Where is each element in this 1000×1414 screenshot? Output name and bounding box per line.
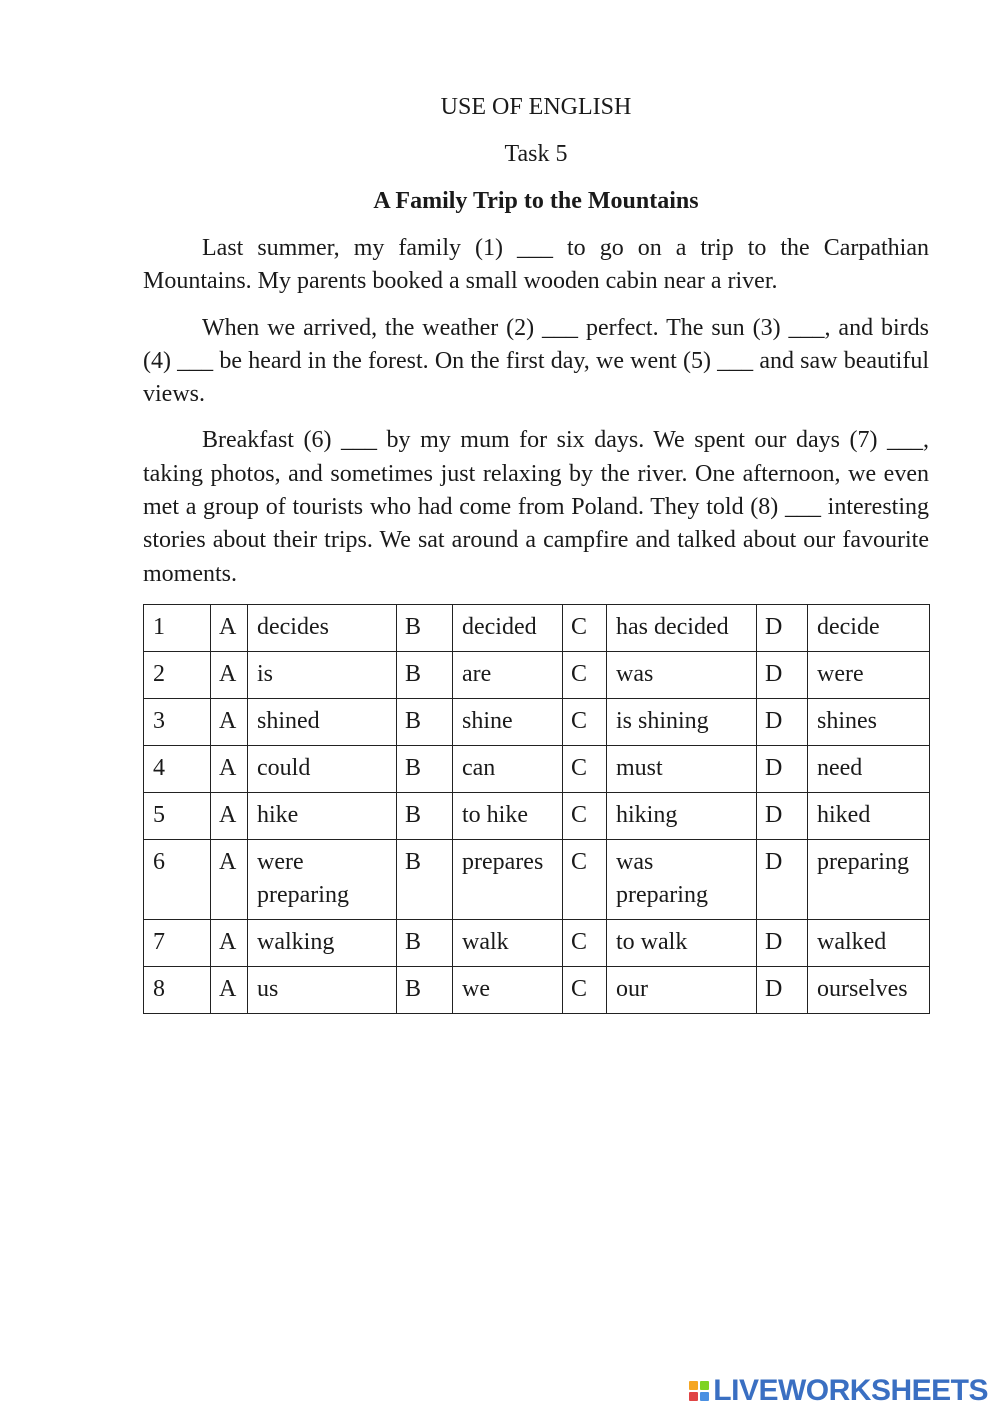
question-number: 1 — [144, 604, 211, 651]
option-letter-d: D — [757, 698, 808, 745]
question-number: 2 — [144, 651, 211, 698]
option-d-text: ourselves — [808, 966, 930, 1013]
option-letter-c: C — [563, 839, 607, 919]
liveworksheets-logo-icon — [689, 1381, 709, 1401]
option-letter-a: A — [211, 919, 248, 966]
option-letter-a: A — [211, 745, 248, 792]
option-letter-d: D — [757, 966, 808, 1013]
option-letter-d: D — [757, 919, 808, 966]
option-letter-b: B — [397, 745, 453, 792]
option-letter-d: D — [757, 604, 808, 651]
question-number: 5 — [144, 792, 211, 839]
option-letter-c: C — [563, 698, 607, 745]
option-d-text: were — [808, 651, 930, 698]
options-body — [144, 604, 930, 1013]
option-letter-c: C — [563, 604, 607, 651]
option-c-text: was preparing — [607, 839, 757, 919]
paragraph-2: When we arrived, the weather (2) ___ perfect. The sun (3) ___, and birds (4) ___ be heard in the forest. On the first day, we went (5) ___ and saw beautiful views. — [143, 314, 929, 408]
option-letter-b: B — [397, 698, 453, 745]
option-a-text: is — [248, 651, 397, 698]
question-number: 4 — [144, 745, 211, 792]
options-row-1 — [144, 604, 930, 651]
logo-text: LIVEWORKSHEETS — [713, 1374, 988, 1407]
paragraph-1: Last summer, my family (1) ___ to go on a trip to the Carpathian Mountains. My parents booked a small wooden cabin near a river. — [143, 235, 929, 295]
option-letter-b: B — [397, 651, 453, 698]
options-row-2 — [144, 651, 930, 698]
section-heading: USE OF ENGLISH — [440, 94, 632, 120]
option-letter-b: B — [397, 966, 453, 1013]
option-letter-b: B — [397, 604, 453, 651]
option-b-text: are — [453, 651, 563, 698]
option-c-text: our — [607, 966, 757, 1013]
option-d-text: preparing — [808, 839, 930, 919]
option-b-text: we — [453, 966, 563, 1013]
text-title: A Family Trip to the Mountains — [373, 188, 699, 214]
option-b-text: walk — [453, 919, 563, 966]
option-a-text: could — [248, 745, 397, 792]
option-b-text: shine — [453, 698, 563, 745]
options-row-7 — [144, 919, 930, 966]
options-row-3 — [144, 698, 930, 745]
option-a-text: us — [248, 966, 397, 1013]
option-a-text: decides — [248, 604, 397, 651]
option-c-text: was — [607, 651, 757, 698]
options-row-4 — [144, 745, 930, 792]
option-d-text: need — [808, 745, 930, 792]
question-number: 3 — [144, 698, 211, 745]
option-letter-c: C — [563, 792, 607, 839]
option-a-text: shined — [248, 698, 397, 745]
option-letter-c: C — [563, 651, 607, 698]
options-row-5 — [144, 792, 930, 839]
option-letter-d: D — [757, 792, 808, 839]
option-letter-a: A — [211, 792, 248, 839]
paragraph-3: Breakfast (6) ___ by my mum for six days. We spent our days (7) ___, taking photos, and sometimes just relaxing by the river. One afternoon, we even met a group of tourists who had come from Poland. They told (8) ___ interesting stories about their trips. We sat around a campfire and talked about our favourite moments. — [143, 427, 929, 587]
option-letter-b: B — [397, 919, 453, 966]
option-a-text: walking — [248, 919, 397, 966]
options-row-8 — [144, 966, 930, 1013]
option-d-text: hiked — [808, 792, 930, 839]
answer-options-table — [143, 604, 930, 1014]
option-b-text: decided — [453, 604, 563, 651]
option-letter-b: B — [397, 839, 453, 919]
option-letter-d: D — [757, 839, 808, 919]
option-a-text: hike — [248, 792, 397, 839]
option-c-text: to walk — [607, 919, 757, 966]
option-d-text: decide — [808, 604, 930, 651]
option-b-text: prepares — [453, 839, 563, 919]
option-letter-d: D — [757, 745, 808, 792]
question-number: 8 — [144, 966, 211, 1013]
option-letter-d: D — [757, 651, 808, 698]
option-letter-a: A — [211, 604, 248, 651]
option-b-text: to hike — [453, 792, 563, 839]
question-number: 7 — [144, 919, 211, 966]
option-c-text: must — [607, 745, 757, 792]
option-c-text: is shining — [607, 698, 757, 745]
option-b-text: can — [453, 745, 563, 792]
option-letter-c: C — [563, 919, 607, 966]
option-letter-a: A — [211, 966, 248, 1013]
option-d-text: shines — [808, 698, 930, 745]
option-a-text: were preparing — [248, 839, 397, 919]
worksheet-page — [143, 92, 929, 1014]
options-row-6 — [144, 839, 930, 919]
option-c-text: has decided — [607, 604, 757, 651]
option-letter-c: C — [563, 966, 607, 1013]
task-number: Task 5 — [504, 141, 568, 167]
option-letter-b: B — [397, 792, 453, 839]
option-letter-c: C — [563, 745, 607, 792]
option-c-text: hiking — [607, 792, 757, 839]
option-d-text: walked — [808, 919, 930, 966]
option-letter-a: A — [211, 698, 248, 745]
option-letter-a: A — [211, 839, 248, 919]
question-number: 6 — [144, 839, 211, 919]
option-letter-a: A — [211, 651, 248, 698]
liveworksheets-logo — [689, 1374, 988, 1408]
